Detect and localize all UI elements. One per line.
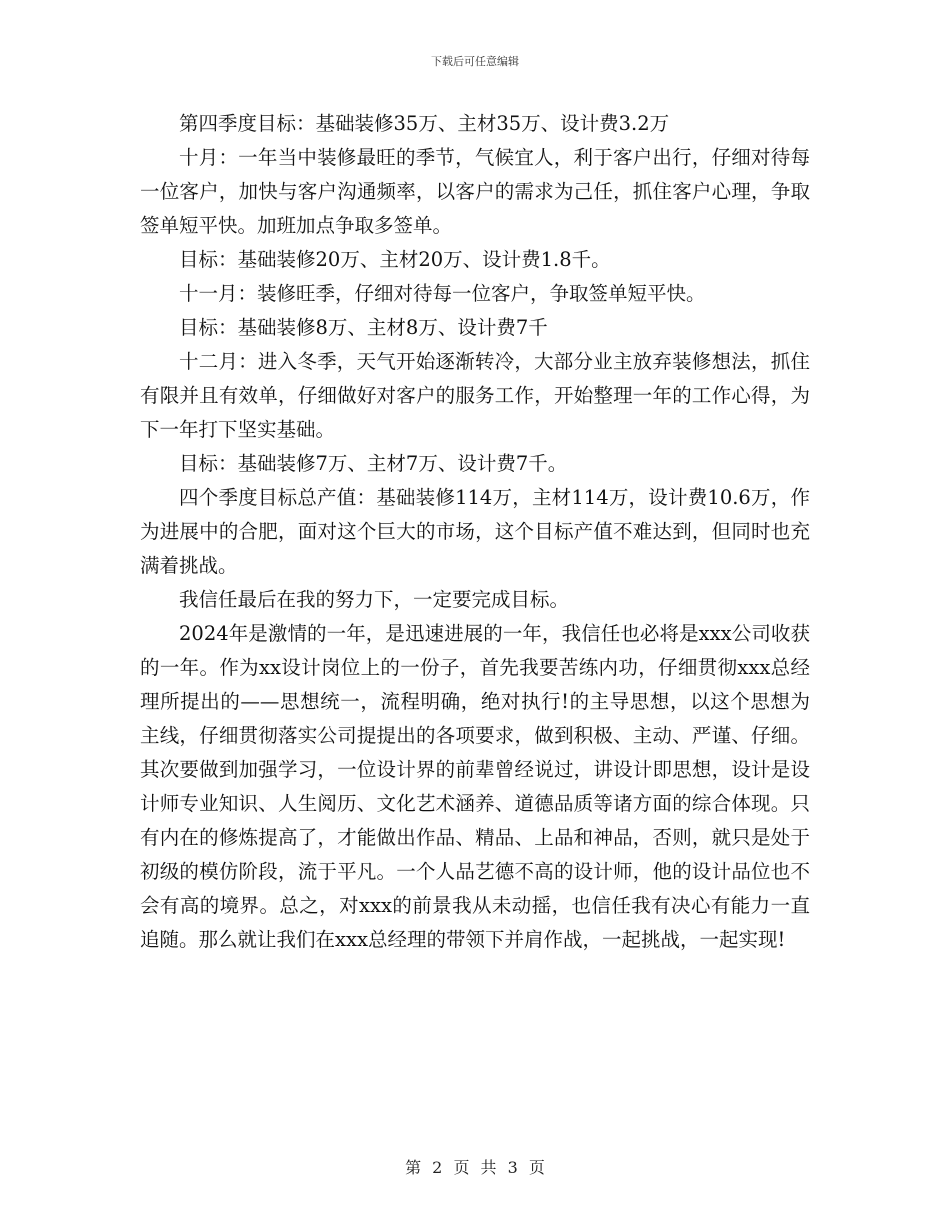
- paragraph-annual-total: 四个季度目标总产值：基础装修114万，主材114万，设计费10.6万，作为进展中的合肥，面对这个巨大的市场，这个目标产值不难达到，但同时也充满着挑战。: [140, 486, 810, 577]
- page-header: 下载后可任意编辑: [431, 55, 519, 68]
- paragraph-december: 十二月：进入冬季，天气开始逐渐转冷，大部分业主放弃装修想法，抓住有限并且有效单，仔细做好对客户的服务工作，开始整理一年的工作心得，为下一年打下坚实基础。: [140, 350, 810, 441]
- paragraph-november: 十一月：装修旺季，仔细对待每一位客户，争取签单短平快。: [179, 282, 706, 305]
- paragraph-commitment: 我信任最后在我的努力下，一定要完成目标。: [179, 588, 570, 611]
- document-body: [140, 107, 810, 957]
- paragraph-q4-goal: 第四季度目标：基础装修35万、主材35万、设计费3.2万: [179, 112, 670, 135]
- paragraph-november-goal: 目标：基础装修8万、主材8万、设计费7千: [179, 316, 548, 339]
- paragraph-december-goal: 目标：基础装修7万、主材7万、设计费7千。: [179, 452, 568, 475]
- paragraph-closing: 2024年是激情的一年，是迅速进展的一年，我信任也必将是xxx公司收获的一年。作为xx设计岗位上的一份子，首先我要苦练内功，仔细贯彻xxx总经理所提出的——思想统一，流程明确，绝对执行!的主导思想，以这个思想为主线，仔细贯彻落实公司提提出的各项要求，做到积极、主动、严谨、仔细。其次要做到加强学习，一位设计界的前辈曾经说过，讲设计即思想，设计是设计师专业知识、人生阅历、文化艺术涵养、道德品质等诸方面的综合体现。只有内在的修炼提高了，才能做出作品、精品、上品和神品，否则，就只是处于初级的模仿阶段，流于平凡。一个人品艺德不高的设计师，他的设计品位也不会有高的境界。总之，对xxx的前景我从未动摇，也信任我有决心有能力一直追随。那么就让我们在xxx总经理的带领下并肩作战，一起挑战，一起实现!: [140, 622, 810, 951]
- paragraph-october-goal: 目标：基础装修20万、主材20万、设计费1.8千。: [179, 248, 611, 271]
- paragraph-october: 十月：一年当中装修最旺的季节，气候宜人，利于客户出行，仔细对待每一位客户，加快与客户沟通频率，以客户的需求为己任，抓住客户心理，争取签单短平快。加班加点争取多签单。: [140, 146, 810, 237]
- page-footer: 第 2 页 共 3 页: [405, 1158, 545, 1177]
